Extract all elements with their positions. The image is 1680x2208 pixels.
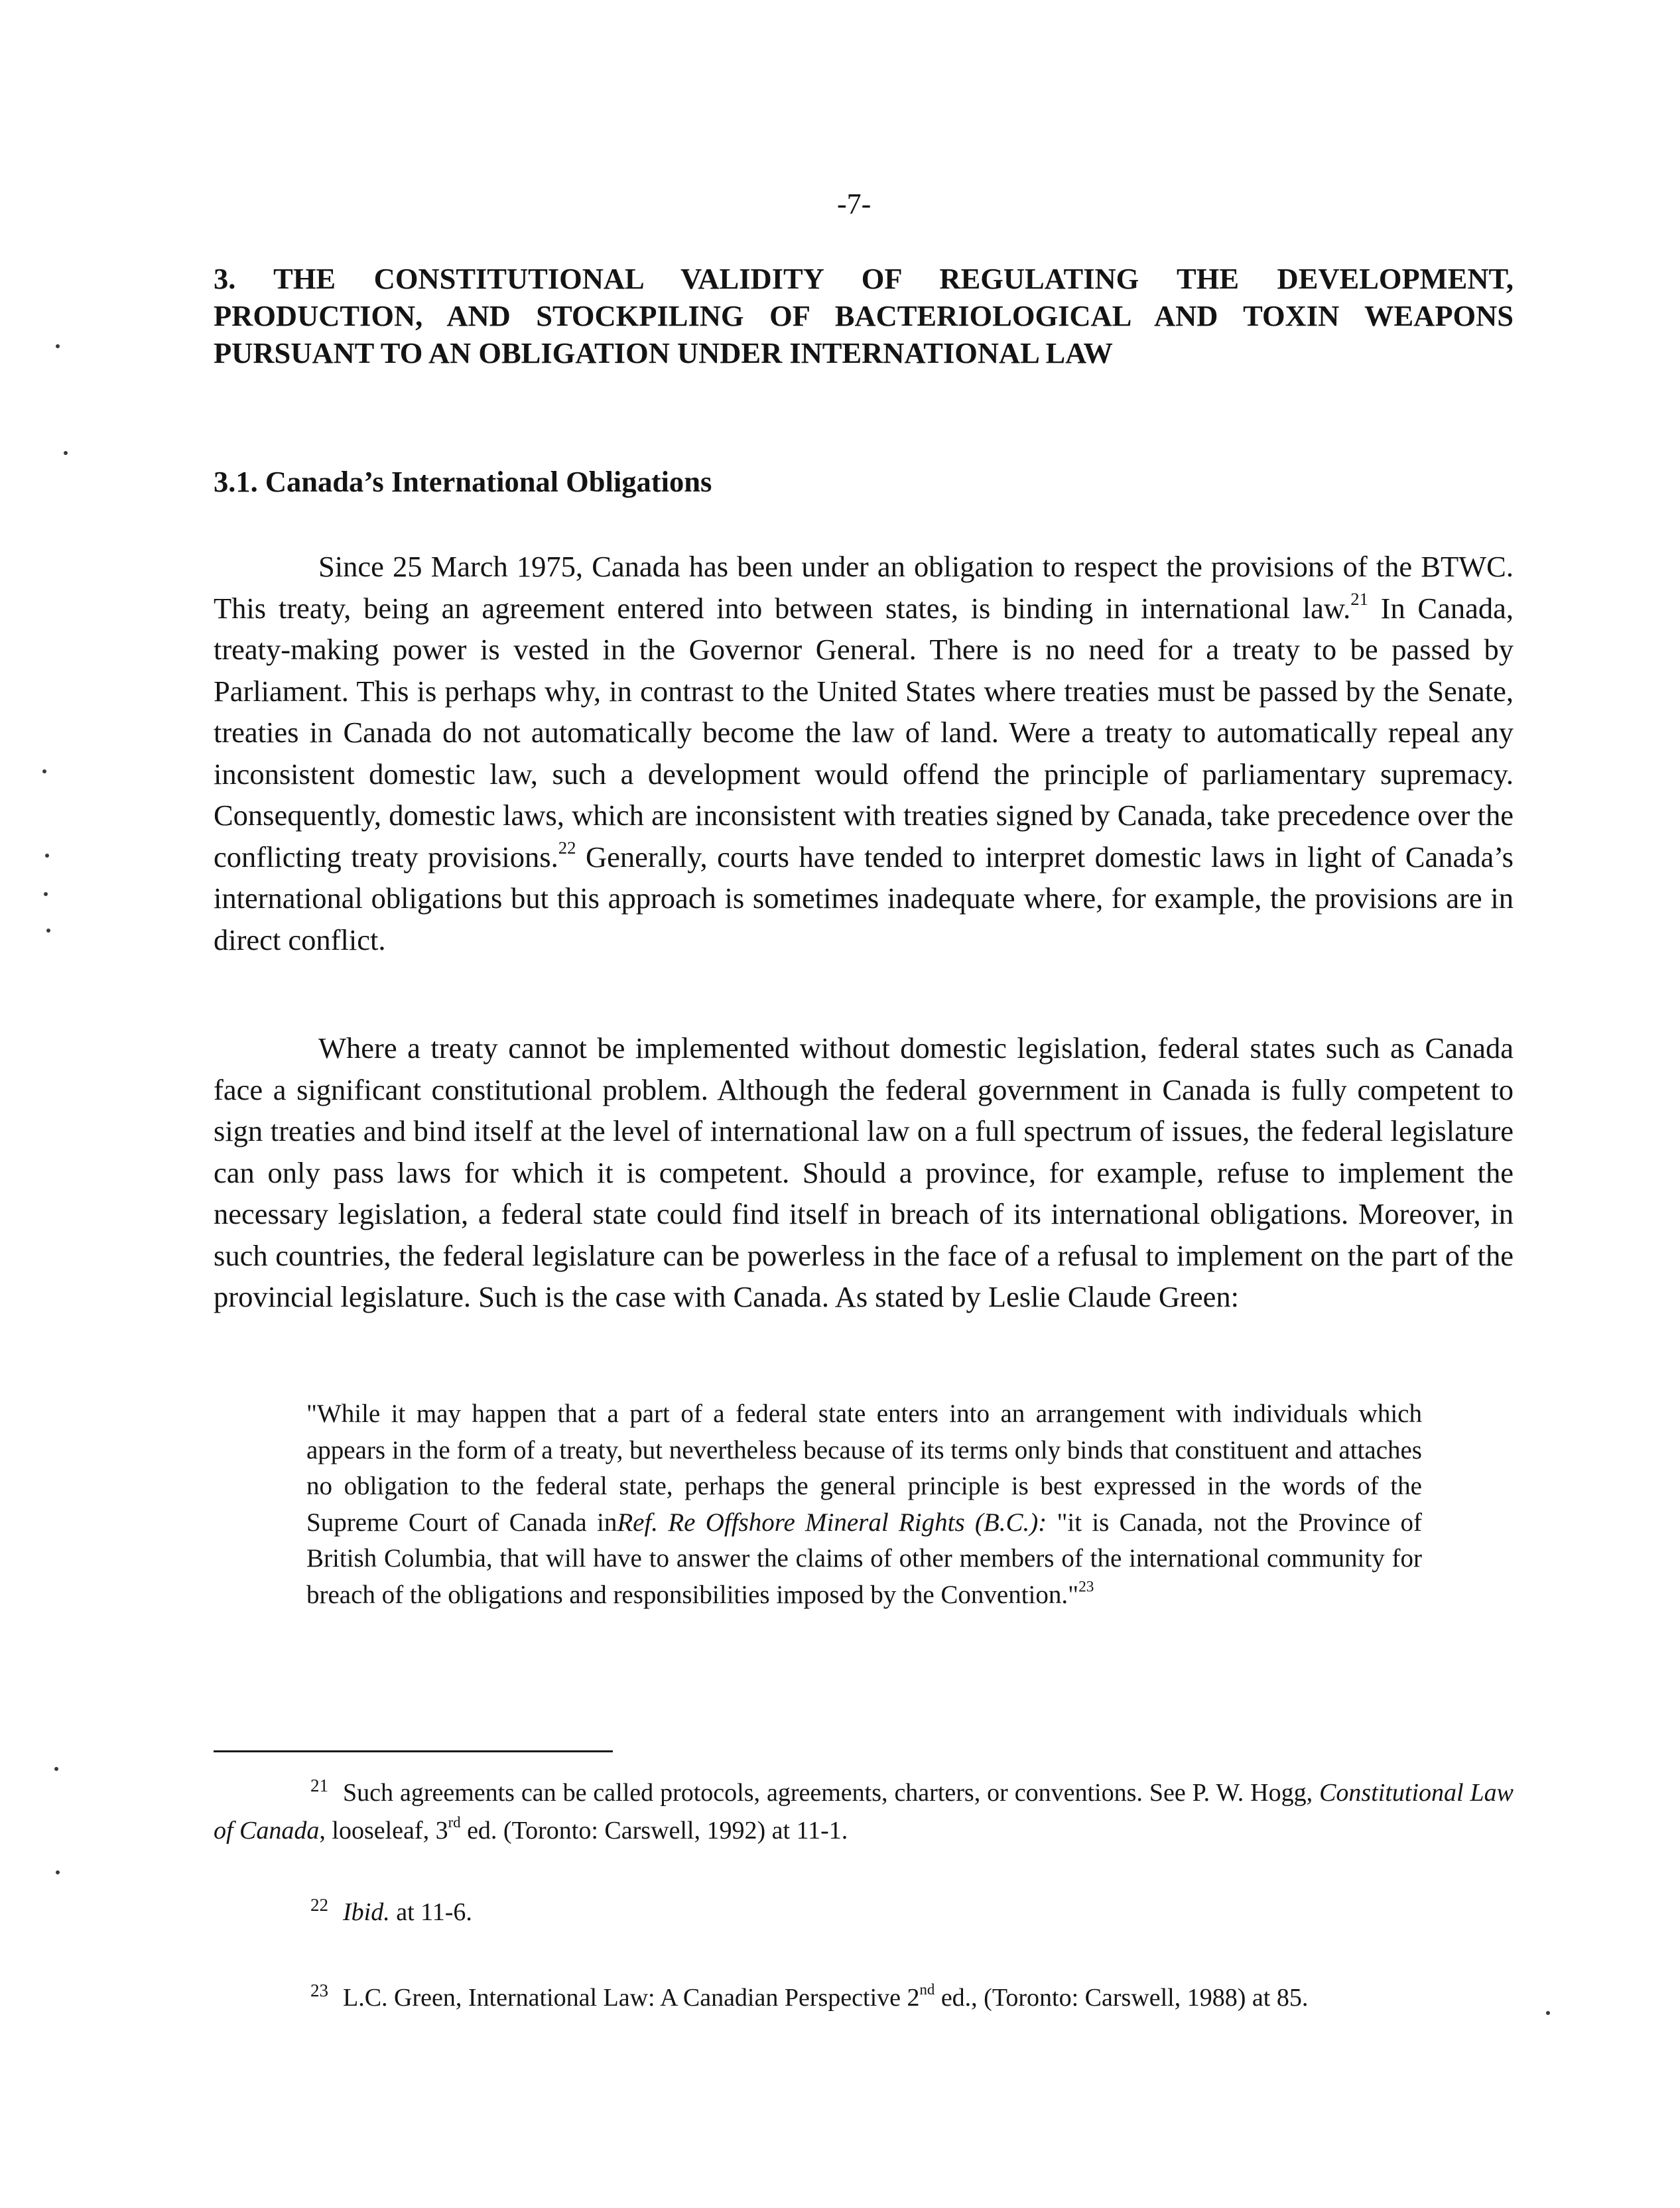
scan-speck [64,451,68,455]
chapter-heading-line-1: 3. THE CONSTITUTIONAL VALIDITY OF REGULATING THE DEVELOPMENT, [214,262,1514,295]
scan-speck [42,769,46,773]
chapter-heading-line-2: PRODUCTION, AND STOCKPILING OF BACTERIOLOGICAL AND TOXIN WEAPONS [214,299,1514,332]
footnote-number: 23 [310,1981,328,2000]
footnote-23 [214,1980,1514,2018]
quote-text-a: "While it may happen that a part of a federal state enters into an arrangement with individuals which appears in the form of a treaty, but nevertheless because of its terms only binds that constituent and attaches no obligation to the federal state, perhaps the general principle is best expressed in the words of the Supreme Court of Canada in [306,1399,1422,1537]
chapter-heading-line-3: PURSUANT TO AN OBLIGATION UNDER INTERNATIONAL LAW [214,336,1113,369]
footnote-ref-23: 23 [1078,1577,1094,1595]
footnote-text: , looseleaf, 3 [319,1817,448,1845]
footnote-italic: Ibid. [343,1898,390,1926]
footnote-text: Such agreements can be called protocols, agreements, charters, or conventions. See P. W. Hogg, [343,1779,1320,1807]
paragraph-1-text-b: In Canada, treaty-making power is vested in the Governor General. There is no need for a treaty to be passed by Parliament. This is perhaps why, in contrast to the United States where treaties must be passed by the Senate, treaties in Canada do not automatically become the law of land. Were a treaty to automatically repeal any inconsistent domestic law, such a development would offend the principle of parliamentary supremacy. Consequently, domestic laws, which are inconsistent with treaties signed by Canada, take precedence over the conflicting treaty provisions. [214,591,1514,874]
block-quote [306,1396,1422,1613]
scan-speck [56,1870,60,1874]
scan-speck [44,892,48,896]
footnote-ordinal: nd [919,1981,935,1998]
scan-speck [45,854,49,858]
footnote-text: L.C. Green, International Law: A Canadian Perspective 2 [343,1984,920,2012]
footnote-text: ed., (Toronto: Carswell, 1988) at 85. [935,1984,1309,2012]
quote-case-name: Ref. Re Offshore Mineral Rights (B.C.): [617,1508,1047,1537]
footnote-text: at 11-6. [389,1898,472,1926]
scan-speck [54,1767,58,1771]
body-paragraph-1 [214,546,1514,960]
scan-speck [56,344,60,348]
footnote-separator [214,1750,613,1752]
footnote-ref-21: 21 [1350,588,1368,609]
paragraph-1-text-a: Since 25 March 1975, Canada has been under an obligation to respect the provisions of the BTWC. This treaty, being an agreement entered into between states, is binding in international law. [214,550,1514,625]
scan-speck [1546,2011,1550,2015]
footnote-number: 21 [310,1776,328,1795]
scan-speck [46,929,50,933]
quote-text-b: "it is Canada, not the Province of British Columbia, that will have to answer the claims of other members of the international community for breach of the obligations and responsibilities imposed by the Convention." [306,1508,1422,1609]
body-paragraph-2: Where a treaty cannot be implemented without domestic legislation, federal states such as Canada face a significant constitutional problem. Although the federal government in Canada is fully competent to sign treaties and bind itself at the level of international law on a full spectrum of issues, the federal legislature can only pass laws for which it is competent. Should a province, for example, refuse to implement the necessary legislation, a federal state could find itself in breach of its international obligations. Moreover, in such countries, the federal legislature can be powerless in the face of a refusal to implement on the part of the provincial legislature. Such is the case with Canada. As stated by Leslie Claude Green: [214,1031,1514,1313]
footnote-ordinal: rd [448,1813,461,1831]
footnote-italic: Constitutional Law of Canada [214,1779,1514,1845]
paragraph-1-text-c: Generally, courts have tended to interpret domestic laws in light of Canada’s international obligations but this approach is sometimes inadequate where, for example, the provisions are in direct conflict. [214,840,1514,956]
footnote-22 [214,1894,1514,1932]
chapter-heading [214,260,1514,371]
footnote-text: ed. (Toronto: Carswell, 1992) at 11-1. [460,1817,848,1845]
footnote-number: 22 [310,1895,328,1915]
section-heading: 3.1. Canada’s International Obligations [214,465,712,498]
footnote-ref-22: 22 [558,837,576,858]
footnote-21 [214,1775,1514,1849]
page-number: -7- [837,188,872,220]
